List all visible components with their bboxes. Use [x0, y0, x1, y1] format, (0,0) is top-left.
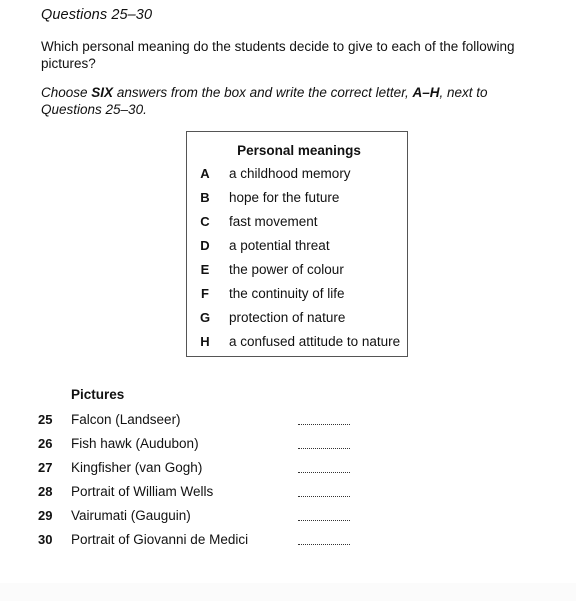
option-letter: G: [199, 310, 211, 325]
option-text: a childhood memory: [229, 166, 351, 181]
section-heading: Questions 25–30: [41, 7, 153, 23]
instruction-part-3: , next to Questions 25–30.: [41, 85, 488, 117]
question-number: 27: [38, 460, 53, 475]
option-letter: A: [200, 166, 210, 181]
question-row: [0, 484, 576, 504]
question-number: 29: [38, 508, 53, 523]
picture-name: Portrait of William Wells: [71, 484, 214, 499]
meaning-option: [187, 166, 407, 186]
option-text: a potential threat: [229, 238, 330, 253]
question-row: [0, 412, 576, 432]
question-text: Which personal meaning do the students decide to give to each of the following pictures?: [41, 39, 515, 71]
option-letter: C: [200, 214, 210, 229]
instruction-text: [41, 84, 521, 118]
answer-blank[interactable]: [298, 520, 350, 521]
meaning-option: [187, 262, 407, 282]
meaning-option: [187, 190, 407, 210]
answer-blank[interactable]: [298, 544, 350, 545]
picture-name: Portrait of Giovanni de Medici: [71, 532, 249, 547]
question-number: 25: [38, 412, 53, 427]
option-text: the power of colour: [229, 262, 344, 277]
meanings-box-title: Personal meanings: [237, 143, 361, 158]
meaning-option: [187, 286, 407, 306]
option-letter: F: [201, 286, 209, 301]
option-text: the continuity of life: [229, 286, 345, 301]
option-letter: D: [200, 238, 210, 253]
instruction-count: SIX: [91, 85, 114, 100]
question-row: [0, 436, 576, 456]
meaning-option: [187, 238, 407, 258]
option-text: fast movement: [229, 214, 318, 229]
option-text: protection of nature: [229, 310, 346, 325]
question-number: 30: [38, 532, 53, 547]
picture-name: Fish hawk (Audubon): [71, 436, 199, 451]
question-number: 26: [38, 436, 53, 451]
meaning-option: [187, 334, 407, 354]
question-row: [0, 508, 576, 528]
option-text: hope for the future: [229, 190, 340, 205]
option-letter: H: [200, 334, 210, 349]
question-row: [0, 460, 576, 480]
instruction-part-1: Choose: [41, 85, 92, 100]
answer-blank[interactable]: [298, 472, 350, 473]
answer-blank[interactable]: [298, 424, 350, 425]
option-letter: B: [200, 190, 210, 205]
meaning-option: [187, 214, 407, 234]
answer-blank[interactable]: [298, 496, 350, 497]
answer-blank[interactable]: [298, 448, 350, 449]
option-text: a confused attitude to nature: [229, 334, 401, 349]
instruction-range: A–H: [412, 85, 440, 100]
picture-name: Kingfisher (van Gogh): [71, 460, 203, 475]
question-number: 28: [38, 484, 53, 499]
pictures-title: Pictures: [71, 387, 125, 402]
picture-name: Falcon (Landseer): [71, 412, 181, 427]
page-bottom-edge: [0, 583, 576, 601]
instruction-part-2: answers from the box and write the correct letter,: [113, 85, 413, 100]
picture-name: Vairumati (Gauguin): [71, 508, 191, 523]
meaning-option: [187, 310, 407, 330]
question-row: [0, 532, 576, 552]
meanings-box: [186, 131, 408, 357]
option-letter: E: [200, 262, 210, 277]
